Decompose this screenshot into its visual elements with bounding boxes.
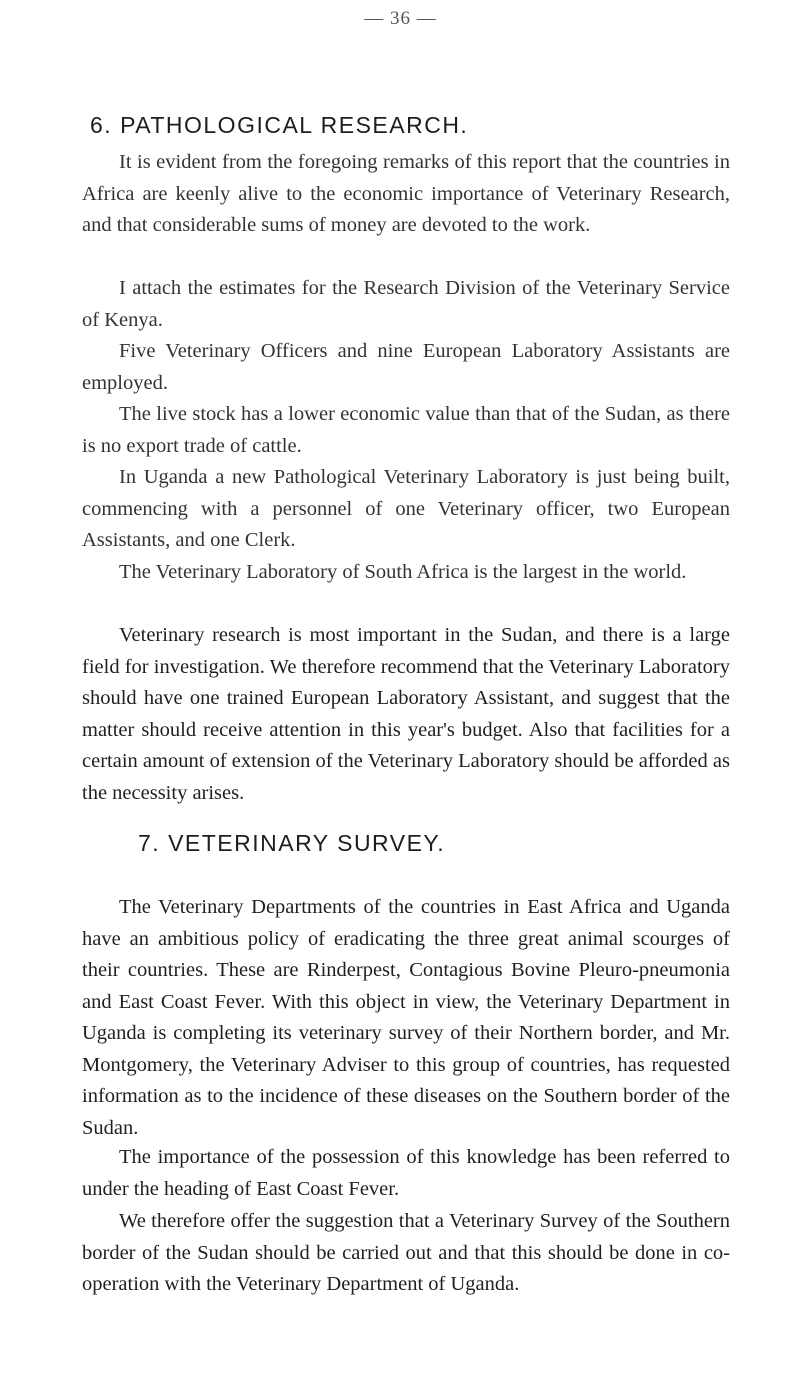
page-number: — 36 — — [364, 8, 437, 29]
paragraph-s7-3: We therefore offer the suggestion that a Veterinary Survey of the Southern border of the Sudan should be carried out and that this should be done in co-operation with the Veterinary Department of Uganda. — [82, 1210, 730, 1295]
paragraph-s6-1: It is evident from the foregoing remarks of this report that the countries in Africa are keenly alive to the economic importance of Veterinary Research, and that considerable sums of money are devoted to the work. — [82, 151, 730, 236]
section-heading-veterinary-survey: 7. VETERINARY SURVEY. — [138, 830, 446, 856]
paragraph-s6-4: The live stock has a lower economic value than that of the Sudan, as there is no export trade of cattle. — [82, 403, 730, 457]
section-heading-pathological-research: 6. PATHOLOGICAL RESEARCH. — [90, 112, 469, 138]
paragraph-s6-6: The Veterinary Laboratory of South Africa is the largest in the world. — [119, 561, 687, 583]
paragraph-s7-2: The importance of the possession of this knowledge has been referred to under the heading of East Coast Fever. — [82, 1146, 730, 1200]
paragraph-s6-7: Veterinary research is most important in the Sudan, and there is a large field for investigation. We therefore recommend that the Veterinary Laboratory should have one trained European Laboratory Assistant, and suggest that the matter should receive attention in this year's budget. Also that facilities for a certain amount of extension of the Veterinary Laboratory should be afforded as the necessity arises. — [82, 624, 730, 804]
paragraph-s6-3: Five Veterinary Officers and nine European Laboratory Assistants are employed. — [82, 340, 730, 394]
paragraph-s6-2: I attach the estimates for the Research Division of the Veterinary Service of Kenya. — [82, 277, 730, 331]
paragraph-s7-1: The Veterinary Departments of the countries in East Africa and Uganda have an ambitious policy of eradicating the three great animal scourges of their countries. These are Rinderpest, Contagious Bovine Pleuro-pneumonia and East Coast Fever. With this object in view, the Veterinary Department in Uganda is completing its veterinary survey of their Northern border, and Mr. Montgomery, the Veterinary Adviser to this group of countries, has requested information as to the incidence of these diseases on the Southern border of the Sudan. — [82, 896, 730, 1139]
paragraph-s6-5: In Uganda a new Pathological Veterinary Laboratory is just being built, commencing with a personnel of one Veterinary officer, two European Assistants, and one Clerk. — [82, 466, 730, 551]
